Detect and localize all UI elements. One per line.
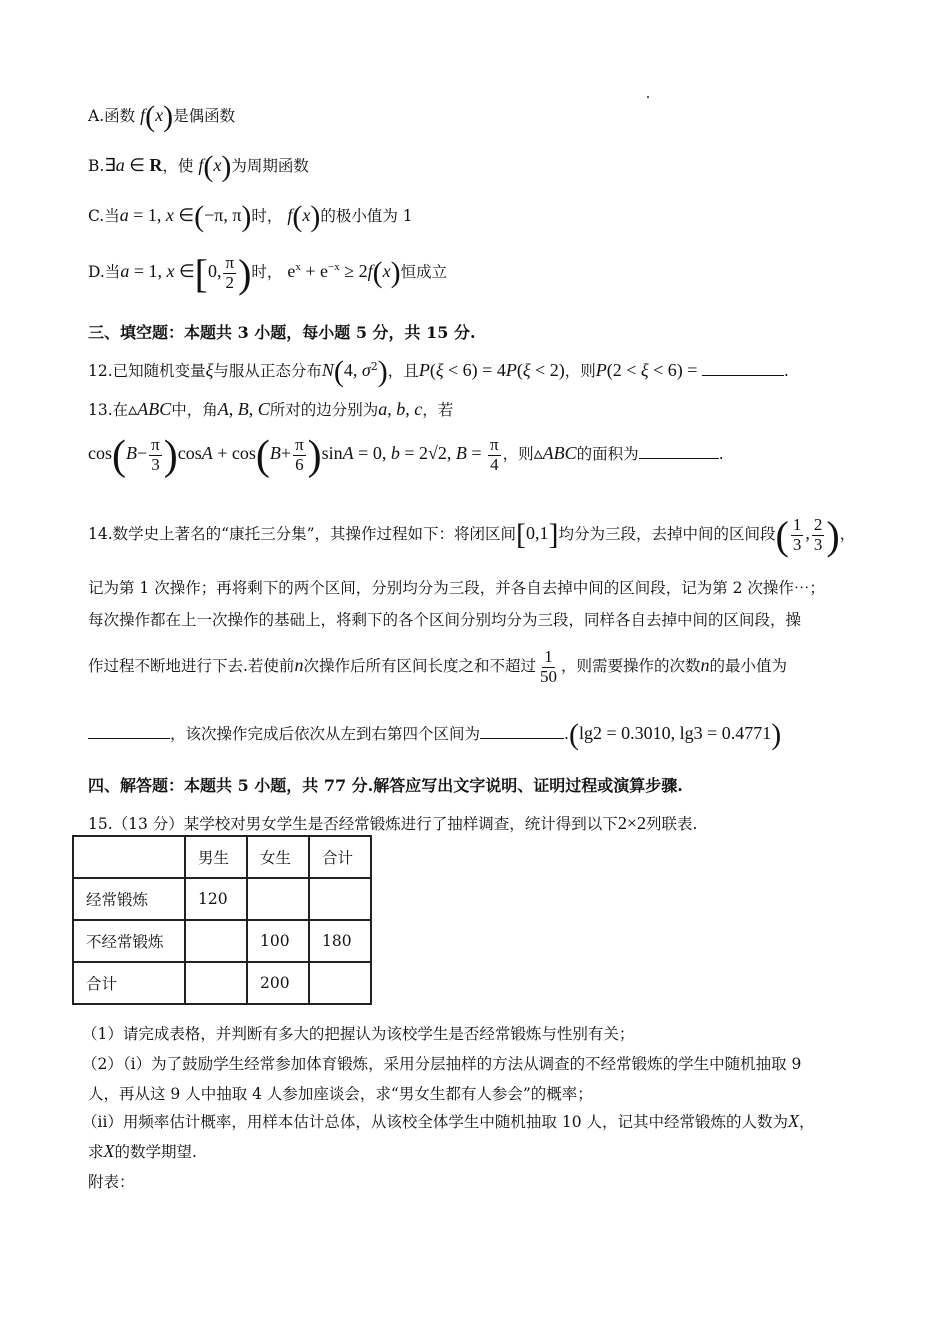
q14-l4a: 作过程不断地进行下去.若使前 bbox=[88, 657, 295, 676]
table-header-total: 合计 bbox=[309, 836, 371, 878]
table-cell: 200 bbox=[247, 962, 309, 1004]
answer-blank-12[interactable] bbox=[702, 361, 784, 376]
q12-pre: 12.已知随机变量 bbox=[88, 362, 206, 380]
q12-mid: 与服从正态分布 bbox=[213, 362, 322, 380]
table-cell bbox=[73, 836, 185, 878]
table-header-female: 女生 bbox=[247, 836, 309, 878]
question-14-line4: 作过程不断地进行下去.若使前n次操作后所有区间长度之和不超过 $\frac{1}{50}$ ，则需要操作的次数n的最小值为 bbox=[88, 647, 787, 686]
q14-log-values: lg2 = 0.3010, lg3 = 0.4771 bbox=[578, 723, 772, 743]
q15-intro-tail: 列联表. bbox=[645, 815, 698, 833]
question-12: 12.已知随机变量ξ与服从正态分布N(4, $\sigma^2$)，且P(ξ < 6) = 4P(ξ < 2)，则P(2 < ξ < 6) = . bbox=[88, 355, 789, 388]
option-d-label: D.当 bbox=[88, 263, 121, 281]
table-row bbox=[73, 920, 371, 962]
q14-l4d: 的最小值为 bbox=[709, 657, 787, 676]
q12-mid3: ，则 bbox=[564, 362, 596, 380]
table-row bbox=[73, 878, 371, 920]
option-b-label: B. bbox=[88, 157, 105, 175]
q13-tail2: 的面积为 bbox=[576, 445, 639, 463]
q15-intro: 15.（13 分）某学校对男女学生是否经常锻炼进行了抽样调查，统计得到以下 bbox=[88, 815, 618, 833]
option-d-text2: 恒成立 bbox=[400, 263, 448, 281]
q14-l4c: ，则需要操作的次数 bbox=[560, 657, 701, 676]
option-a-label: A.函数 bbox=[88, 107, 136, 125]
question-14-line1: 14.数学史上著名的“康托三分集”，其操作过程如下：将闭区间[0,1]均分为三段，去掉中间的区间段( $\frac{1}{3}$ , $\frac{2}{3}$ )， bbox=[88, 513, 856, 558]
table-cell bbox=[185, 920, 247, 962]
option-d-text1: 时， bbox=[251, 263, 283, 281]
section3-title: 三、填空题：本题共 3 小题，每小题 5 分，共 15 分. bbox=[88, 323, 476, 342]
q14-l4b: 次操作后所有区间长度之和不超过 bbox=[303, 657, 536, 676]
table-cell bbox=[185, 962, 247, 1004]
table-header-row bbox=[73, 836, 371, 878]
q13-tail: ，则 bbox=[502, 445, 534, 463]
option-a-text: 是偶函数 bbox=[173, 107, 236, 125]
q15-part3b: 求X的数学期望. bbox=[88, 1141, 197, 1161]
q15-p3b-pre: 求 bbox=[88, 1143, 104, 1161]
option-a: A.函数 f(x)是偶函数 bbox=[88, 100, 236, 133]
q15-part1: （1）请完成表格，并判断有多大的把握认为该校学生是否经常锻炼与性别有关； bbox=[82, 1025, 635, 1043]
table-cell: 100 bbox=[247, 920, 309, 962]
option-c-label: C.当 bbox=[88, 207, 120, 225]
formula-fx: f bbox=[140, 105, 146, 125]
answer-blank-13[interactable] bbox=[639, 444, 719, 459]
option-d: D.当a = 1, x ∈[0, $\frac{\pi}{2}$ )时， $e^x + e^{-x} \ge 2f(x)$恒成立 bbox=[88, 251, 448, 296]
option-c-text2: 的极小值为 1 bbox=[320, 207, 413, 225]
contingency-table bbox=[72, 835, 372, 1005]
option-b: B.∃a ∈ R，使 f(x)为周期函数 bbox=[88, 150, 309, 183]
question-13: 13.在▵ABC中，角A, B, C所对的边分别为a, b, c，若 bbox=[88, 399, 454, 419]
table-cell: 120 bbox=[185, 878, 247, 920]
table-cell bbox=[309, 962, 371, 1004]
option-c-text1: 时， bbox=[251, 207, 283, 225]
q13-mid3: ，若 bbox=[422, 401, 454, 419]
q15-p3b-text: 的数学期望. bbox=[114, 1143, 197, 1161]
option-c: C.当a = 1, x ∈(−π, π)时， f(x)的极小值为 1 bbox=[88, 200, 413, 233]
q13-pre: 13.在 bbox=[88, 401, 129, 419]
table-header-male: 男生 bbox=[185, 836, 247, 878]
option-b-text1: ，使 bbox=[162, 157, 194, 175]
q15-part3a: （ii）用频率估计概率，用样本估计总体，从该校全体学生中随机抽取 10 人，记其中经常锻炼的人数为X， bbox=[82, 1111, 815, 1131]
table-row bbox=[73, 962, 371, 1004]
q14-l5a: ，该次操作完成后依次从左到右第四个区间为 bbox=[170, 725, 481, 743]
table-cell: 合计 bbox=[73, 962, 185, 1004]
table-cell: 经常锻炼 bbox=[73, 878, 185, 920]
q15-p3a-text: （ii）用频率估计概率，用样本估计总体，从该校全体学生中随机抽取 10 人，记其中经常锻炼的人数为 bbox=[82, 1113, 788, 1131]
question-14-line3: 每次操作都在上一次操作的基础上，将剩下的各个区间分别均分为三段，同样各自去掉中间的区间段，操 bbox=[88, 611, 802, 629]
table-cell bbox=[309, 878, 371, 920]
q14-l1a: 14.数学史上著名的“康托三分集”，其操作过程如下：将闭区间 bbox=[88, 525, 517, 543]
section4-title: 四、解答题：本题共 5 小题，共 77 分.解答应写出文字说明、证明过程或演算步骤. bbox=[88, 776, 683, 795]
table-cell bbox=[247, 878, 309, 920]
stray-dot bbox=[647, 96, 649, 98]
q15-part2b: 人，再从这 9 人中抽取 4 人参加座谈会，求“男女生都有人参会”的概率； bbox=[88, 1085, 593, 1103]
question-14-line5: ，该次操作完成后依次从左到右第四个区间为 .(lg2 = 0.3010, lg3 = 0.4771) bbox=[88, 718, 781, 752]
q12-mid2: ，且 bbox=[387, 362, 419, 380]
q14-l1b: 均分为三段，去掉中间的区间段 bbox=[558, 525, 776, 543]
question-14-line2: 记为第 1 次操作；再将剩下的两个区间，分别均分为三段，并各自去掉中间的区间段，记为第 2 次操作⋯； bbox=[88, 579, 825, 597]
option-b-text2: 为周期函数 bbox=[231, 157, 309, 175]
q13-mid: 中，角 bbox=[171, 401, 218, 419]
q15-part2a: （2）（i）为了鼓励学生经常参加体育锻炼，采用分层抽样的方法从调查的不经常锻炼的学生中随机抽取 9 bbox=[82, 1055, 802, 1073]
table-cell: 180 bbox=[309, 920, 371, 962]
question-15-intro: 15.（13 分）某学校对男女学生是否经常锻炼进行了抽样调查，统计得到以下2×2列联表. bbox=[88, 813, 698, 833]
question-13-formula: cos(B− $\frac{\pi}{3}$ )cosA + cos(B+ $\frac{\pi}{6}$ )sinA = 0, b = 2√2, B = $\frac{\pi}{4}$ ，则▵ABC的面积为 . bbox=[88, 433, 724, 479]
q13-mid2: 所对的边分别为 bbox=[269, 401, 379, 419]
answer-blank-14a[interactable] bbox=[88, 724, 170, 739]
answer-blank-14b[interactable] bbox=[480, 724, 564, 739]
appendix-label: 附表： bbox=[88, 1173, 135, 1191]
fraction-pi-2: $\frac{\pi}{2}$ bbox=[225, 252, 235, 292]
table-cell: 不经常锻炼 bbox=[73, 920, 185, 962]
